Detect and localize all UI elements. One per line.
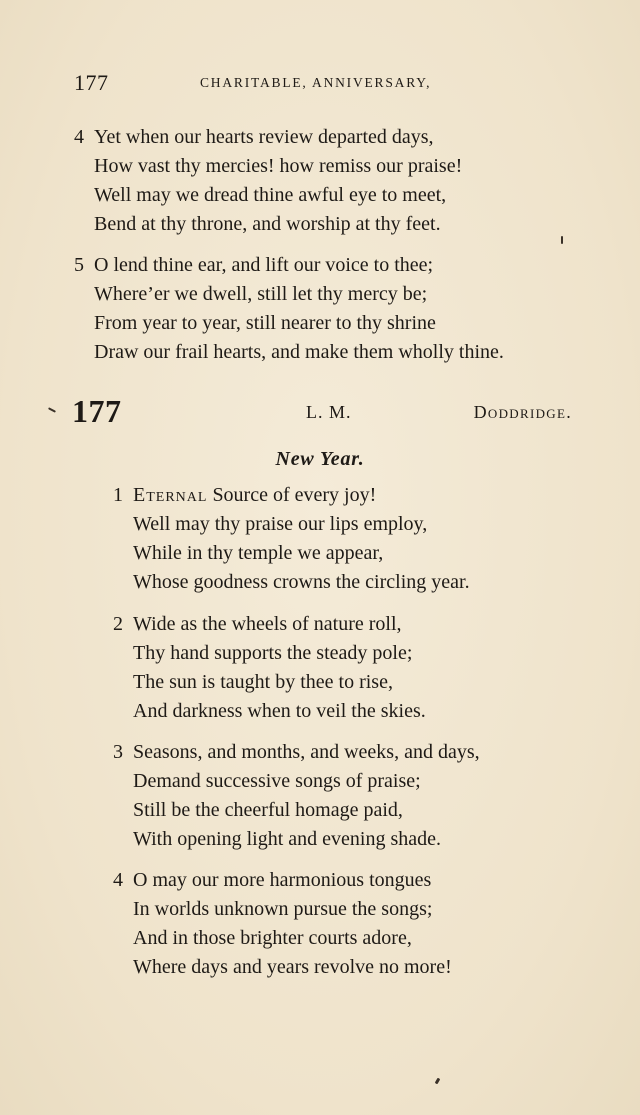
verse-line: From year to year, still nearer to thy shrine [94,312,436,334]
verse-line: With opening light and evening shade. [133,828,442,850]
verse-line: And in those brighter courts adore, [133,927,412,949]
verse-line: And darkness when to veil the skies. [133,700,426,722]
hymn-author: Doddridge. [473,402,572,422]
verse-line: The sun is taught by thee to rise, [133,671,393,693]
hymn-stanza-3 [113,738,480,854]
running-title: CHARITABLE, ANNIVERSARY, [200,75,432,90]
hymn-meter: L. M. [306,402,352,422]
page-speck [561,236,563,244]
first-word: Eternal [133,484,208,506]
hymn-number: 177 [72,393,122,429]
verse-line: Wide as the wheels of nature roll, [133,613,402,635]
stanza-number: 4 [113,869,123,891]
verse-line: Seasons, and months, and weeks, and days, [133,741,480,763]
verse-line: Whose goodness crowns the circling year. [133,571,470,593]
verse-line: Still be the cheerful homage paid, [133,799,403,821]
page-speck [48,407,56,413]
verse-line: Well may thy praise our lips employ, [133,513,428,535]
verse-line: Thy hand supports the steady pole; [133,642,413,664]
stanza-number: 3 [113,741,123,763]
verse-line: Where days and years revolve no more! [133,956,452,978]
verse-line: Where’er we dwell, still let thy mercy be; [94,283,428,305]
stanza-number: 5 [74,254,84,276]
stanza-number: 2 [113,613,123,635]
previous-hymn-stanza-4 [74,123,463,239]
page-speck [435,1078,441,1085]
verse-line: Bend at thy throne, and worship at thy feet. [94,213,441,235]
hymn-subtitle: New Year. [275,448,365,470]
hymn-stanza-4 [113,866,452,982]
stanza-number: 4 [74,126,84,148]
previous-hymn-stanza-5 [74,251,504,367]
verse-line: Well may we dread thine awful eye to meet, [94,184,447,206]
verse-line: While in thy temple we appear, [133,542,384,564]
verse-line: O may our more harmonious tongues [133,869,432,891]
verse-line: How vast thy mercies! how remiss our praise! [94,155,463,177]
hymn-stanza-1 [113,481,470,597]
verse-line: Yet when our hearts review departed days, [94,126,434,148]
running-head [74,70,564,100]
verse-line: In worlds unknown pursue the songs; [133,898,433,920]
verse-line: Demand successive songs of praise; [133,770,421,792]
first-line-rest: Source of every joy! [207,484,377,506]
verse-line: O lend thine ear, and lift our voice to thee; [94,254,434,276]
hymn-stanza-2 [113,610,426,726]
verse-line-first [133,481,470,510]
verse-line: Draw our frail hearts, and make them wholly thine. [94,341,504,363]
page-number: 177 [74,70,109,95]
stanza-number: 1 [113,484,123,506]
hymn-header [72,393,572,433]
